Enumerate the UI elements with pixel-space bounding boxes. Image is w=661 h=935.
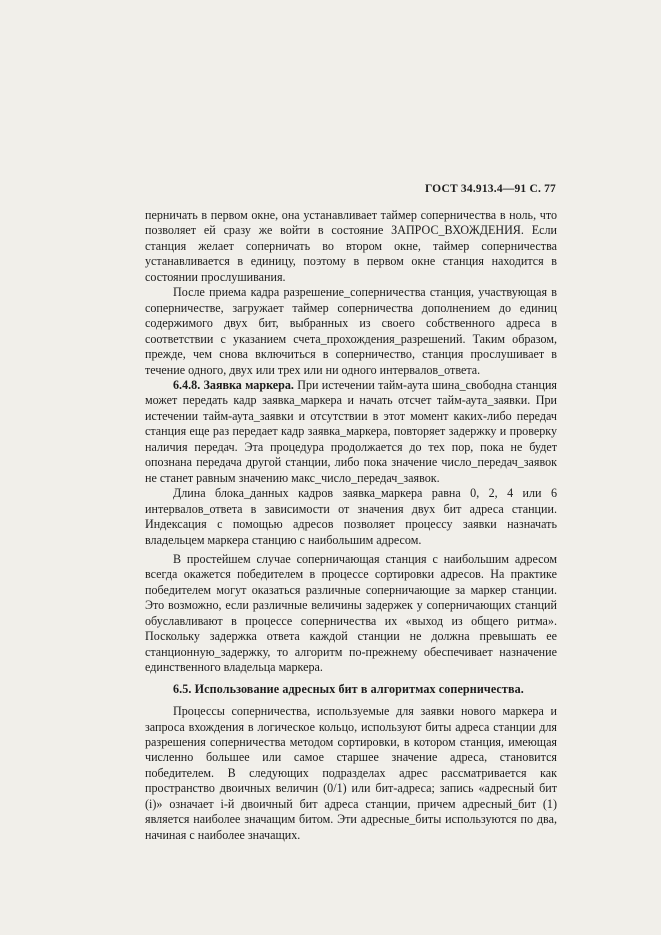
section-heading: 6.5. Использование адресных бит в алгоритмах соперничества.	[173, 681, 524, 696]
paragraph: Длина блока_данных кадров заявка_маркера равна 0, 2, 4 или 6 интервалов_ответа в зависимости от значения двух бит адреса станции. Индексация с помощью адресов позволяет процессу заявки назначать владельцем маркера станцию с наибольшим адресом.	[145, 486, 557, 547]
paragraph	[145, 378, 557, 486]
page-header: ГОСТ 34.913.4—91 С. 77	[424, 183, 556, 195]
page-body	[145, 208, 557, 843]
clause-text: При истечении тайм-аута шина_свободна станция может передать кадр заявка_маркера и начать отсчет тайм-аута_заявки. При истечении тайм-аута_заявки и отсутствии в этот момент каких-либо передач станция еще раз передает кадр заявка_маркера, повторяет задержку и проверку наличия передач. Эта процедура продолжается до тех пор, пока не будет опознана передача другой станции, либо пока значение число_передач_заявок не станет равным значению макс_число_передач_заявок.	[145, 377, 557, 485]
paragraph: Процессы соперничества, используемые для заявки нового маркера и запроса вхождения в логическое кольцо, используют биты адреса станции для разрешения соперничества методом сортировки, в котором станция, имеющая численно большее или самое старшее значение адреса, становится победителем. В следующих подразделах адрес рассматривается как пространство двоичных величин (0/1) или бит-адреса; запись «адресный бит (i)» означает i-й двоичный бит адреса станции, причем адресный_бит (1) является наиболее значащим битом. Эти адресные_биты используются по два, начиная с наиболее значащих.	[145, 704, 557, 842]
paragraph: перничать в первом окне, она устанавливает таймер соперничества в ноль, что позволяет ей сразу же войти в состояние ЗАПРОС_ВХОЖДЕНИЯ. Если станция желает соперничать во втором окне, таймер соперничества устанавливается в единицу, поэтому в первом окне станция находится в состоянии прослушивания.	[145, 208, 557, 284]
paragraph: После приема кадра разрешение_соперничества станция, участвующая в соперничестве, загружает таймер соперничества дополнением до единиц содержимого двух бит, выбранных из своего собственного адреса в соответствии с указанием счета_прохождения_разрешений. Таким образом, прежде, чем снова включиться в соперничество, станция прослушивает в течение одного, двух или трех или ни одного интервалов_ответа.	[145, 285, 557, 377]
clause-title: 6.4.8. Заявка маркера.	[173, 377, 294, 392]
paragraph: В простейшем случае соперничающая станция с наибольшим адресом всегда окажется победителем в процессе сортировки адресов. На практике победителем могут оказаться различные соперничающие за маркер станции. Это возможно, если различные величины задержек у соперничающих станций обуславливают в процессе соперничества их «выход из общего ритма». Поскольку задержка ответа каждой станции не должна превышать ее станционную_задержку, то алгоритм по-прежнему обеспечивает назначение единственного владельца маркера.	[145, 551, 557, 675]
